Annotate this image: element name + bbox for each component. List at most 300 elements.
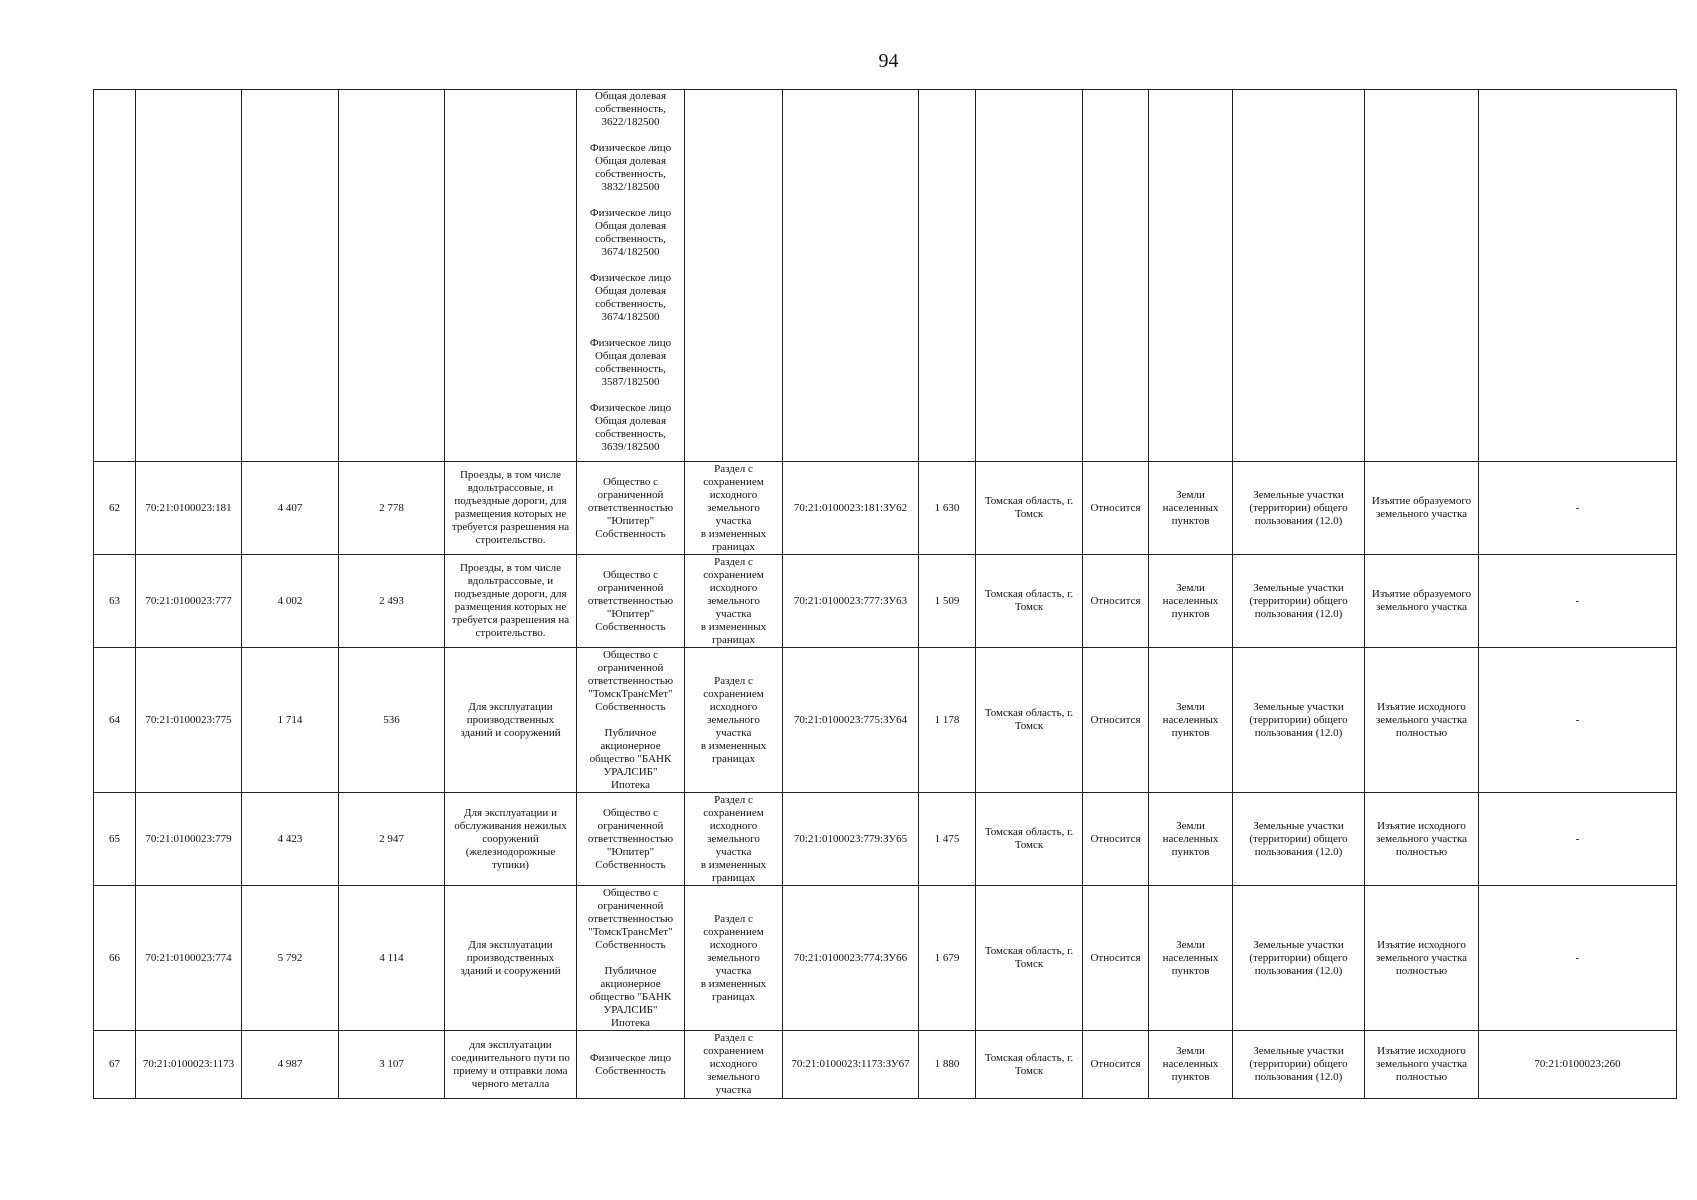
cell-land-category bbox=[1149, 793, 1233, 886]
cell-empty bbox=[1479, 90, 1677, 462]
cell-empty bbox=[136, 90, 242, 462]
cell-address bbox=[976, 555, 1083, 648]
cell-line: Томск bbox=[1014, 839, 1044, 851]
cell-line: Земли bbox=[1176, 700, 1205, 713]
table-row-continuation bbox=[94, 90, 1677, 462]
cell-line: Изъятие образуемого bbox=[1371, 495, 1472, 507]
cell-line: Проезды, в том числе bbox=[459, 469, 561, 481]
cell-note: - bbox=[1479, 648, 1677, 793]
cell-line: пользования (12.0) bbox=[1254, 726, 1343, 739]
owner-line: Общество с bbox=[602, 475, 659, 488]
owner-line: 3587/182500 bbox=[601, 376, 660, 388]
cell-line: (территории) общего bbox=[1249, 1058, 1348, 1070]
cell-line: зданий и сооружений bbox=[460, 726, 561, 739]
cell-action bbox=[1365, 1031, 1479, 1099]
cell-line: требуется разрешения на bbox=[451, 614, 570, 626]
owner-line: Общая долевая bbox=[594, 90, 667, 102]
cell-line: пунктов bbox=[1171, 726, 1210, 739]
cell-permitted-use bbox=[445, 1031, 577, 1099]
cell-line: населенных bbox=[1162, 1058, 1219, 1070]
cell-line: сохранением bbox=[703, 568, 764, 581]
cell-line: земельного участка bbox=[1375, 951, 1468, 964]
owner-line: Физическое лицо bbox=[589, 337, 672, 349]
cell-line: Земельные участки bbox=[1253, 488, 1344, 501]
owner-line: "ТомскТрансМет" bbox=[588, 925, 673, 938]
owner-block bbox=[579, 807, 682, 872]
cell-relation: Относится bbox=[1083, 555, 1149, 648]
cell-line: соединительного пути по bbox=[451, 1051, 570, 1064]
cell-formation-method bbox=[685, 648, 783, 793]
owner-line: "ТомскТрансМет" bbox=[588, 687, 673, 700]
owner-block bbox=[579, 337, 682, 389]
cell-cadastral-number: 70:21:0100023:777 bbox=[136, 555, 242, 648]
cell-line: строительство. bbox=[475, 627, 546, 639]
cell-line: пользования (12.0) bbox=[1254, 964, 1343, 977]
cell-empty bbox=[685, 90, 783, 462]
owner-line: 3622/182500 bbox=[601, 116, 660, 128]
cell-line: полностью bbox=[1395, 964, 1448, 977]
owner-line: Ипотека bbox=[611, 778, 650, 791]
cell-line: земельного bbox=[707, 713, 760, 726]
cell-line: подъездные дороги, для bbox=[454, 588, 567, 600]
cell-action bbox=[1365, 886, 1479, 1031]
cell-line: исходного bbox=[709, 1058, 758, 1070]
owner-block bbox=[579, 272, 682, 324]
cell-line: земельного bbox=[707, 951, 760, 964]
owner-line: собственность, bbox=[595, 103, 666, 115]
cell-number: 65 bbox=[94, 793, 136, 886]
owner-line: 3674/182500 bbox=[601, 311, 660, 323]
cell-formation-method bbox=[685, 555, 783, 648]
owner-line: общество "БАНК bbox=[589, 990, 672, 1003]
table-body bbox=[94, 90, 1677, 1099]
cell-formation-method bbox=[685, 462, 783, 555]
cell-line: Земельные участки bbox=[1253, 938, 1344, 951]
cell-line: границах bbox=[712, 633, 755, 646]
owner-line: УРАЛСИБ" bbox=[603, 765, 658, 778]
cell-empty bbox=[242, 90, 339, 462]
cell-line: земельного участка bbox=[1375, 601, 1468, 613]
cell-new-cadastral-number: 70:21:0100023:779:ЗУ65 bbox=[783, 793, 919, 886]
cell-new-cadastral-number: 70:21:0100023:1173:ЗУ67 bbox=[783, 1031, 919, 1099]
cell-address bbox=[976, 793, 1083, 886]
cell-empty bbox=[976, 90, 1083, 462]
cell-line: Изъятие исходного bbox=[1377, 1045, 1466, 1057]
owner-block bbox=[579, 569, 682, 634]
cell-line: населенных bbox=[1162, 594, 1219, 607]
owner-line: Собственность bbox=[595, 1064, 666, 1077]
cell-new-permitted-use bbox=[1233, 886, 1365, 1031]
cell-line: зданий и сооружений bbox=[460, 964, 561, 977]
cell-relation: Относится bbox=[1083, 648, 1149, 793]
cell-line: сохранением bbox=[703, 1045, 764, 1057]
cell-line: границах bbox=[712, 990, 755, 1003]
cell-formation-method bbox=[685, 886, 783, 1031]
owner-line: ограниченной bbox=[597, 661, 664, 674]
cell-line: пунктов bbox=[1171, 964, 1210, 977]
cell-empty bbox=[1233, 90, 1365, 462]
cell-line: Проезды, в том числе bbox=[459, 562, 561, 574]
cell-line: полностью bbox=[1395, 726, 1448, 739]
cell-area-seized: 2 778 bbox=[339, 462, 445, 555]
cell-land-category bbox=[1149, 462, 1233, 555]
owner-line: Собственность bbox=[595, 858, 666, 871]
owner-line: 3832/182500 bbox=[601, 181, 660, 193]
owner-line: Общая долевая bbox=[594, 350, 667, 362]
cell-address bbox=[976, 462, 1083, 555]
cell-area: 1 714 bbox=[242, 648, 339, 793]
cell-area-seized: 3 107 bbox=[339, 1031, 445, 1099]
cell-area: 4 987 bbox=[242, 1031, 339, 1099]
owner-line: "Юпитер" bbox=[606, 607, 655, 620]
cell-action bbox=[1365, 648, 1479, 793]
cell-line: Томская область, г. bbox=[984, 1051, 1074, 1064]
cell-line: пунктов bbox=[1171, 1071, 1210, 1083]
cell-relation: Относится bbox=[1083, 1031, 1149, 1099]
cell-new-permitted-use bbox=[1233, 648, 1365, 793]
owner-line: Общая долевая bbox=[594, 415, 667, 427]
cell-line: (территории) общего bbox=[1249, 832, 1348, 845]
cell-number: 63 bbox=[94, 555, 136, 648]
cell-line: полностью bbox=[1395, 845, 1448, 858]
cell-area: 4 407 bbox=[242, 462, 339, 555]
cell-line: сохранением bbox=[703, 687, 764, 700]
cell-line: Земельные участки bbox=[1253, 700, 1344, 713]
owner-block bbox=[579, 90, 682, 129]
cell-owners bbox=[577, 648, 685, 793]
cell-line: земельного bbox=[707, 501, 760, 514]
owner-line: акционерное bbox=[600, 977, 661, 990]
owner-line: "Юпитер" bbox=[606, 845, 655, 858]
cell-action bbox=[1365, 793, 1479, 886]
cell-line: в измененных bbox=[700, 739, 767, 752]
cell-line: Томск bbox=[1014, 601, 1044, 613]
cell-line: сохранением bbox=[703, 475, 764, 488]
cell-note: - bbox=[1479, 555, 1677, 648]
cell-line: Томск bbox=[1014, 1064, 1044, 1077]
cell-line: обслуживания нежилых bbox=[454, 819, 567, 832]
cell-line: черного металла bbox=[471, 1077, 550, 1090]
cell-line: сохранением bbox=[703, 925, 764, 938]
cell-line: тупики) bbox=[492, 858, 529, 871]
cell-line: Томская область, г. bbox=[984, 588, 1074, 600]
owner-line: ответственностью bbox=[587, 594, 674, 607]
table-row bbox=[94, 555, 1677, 648]
cell-line: Земли bbox=[1176, 581, 1205, 594]
cell-line: приему и отправки лома bbox=[453, 1064, 568, 1077]
cell-new-permitted-use bbox=[1233, 1031, 1365, 1099]
cell-formation-method bbox=[685, 1031, 783, 1099]
cell-line: пользования (12.0) bbox=[1254, 514, 1343, 527]
table-row bbox=[94, 648, 1677, 793]
cell-note: - bbox=[1479, 793, 1677, 886]
page-number: 94 bbox=[878, 50, 899, 72]
owner-line: 3674/182500 bbox=[601, 246, 660, 258]
cell-line: Земли bbox=[1176, 488, 1205, 501]
cell-note: - bbox=[1479, 886, 1677, 1031]
owner-line: общество "БАНК bbox=[589, 752, 672, 765]
cell-line: границах bbox=[712, 871, 755, 884]
cell-area-seized: 2 493 bbox=[339, 555, 445, 648]
owner-line: Общество с bbox=[602, 648, 659, 661]
cell-new-cadastral-number: 70:21:0100023:775:ЗУ64 bbox=[783, 648, 919, 793]
cell-line: Раздел с bbox=[714, 793, 753, 806]
cell-line: исходного bbox=[709, 819, 758, 832]
cell-owners bbox=[577, 793, 685, 886]
cell-permitted-use bbox=[445, 648, 577, 793]
cell-address bbox=[976, 648, 1083, 793]
cell-line: населенных bbox=[1162, 501, 1219, 514]
cell-empty bbox=[1083, 90, 1149, 462]
cell-area-seized: 4 114 bbox=[339, 886, 445, 1031]
owner-line: Публичное bbox=[604, 964, 657, 977]
owner-line: ограниченной bbox=[597, 899, 664, 912]
cell-new-cadastral-number: 70:21:0100023:777:ЗУ63 bbox=[783, 555, 919, 648]
cell-line: (железнодорожные bbox=[465, 845, 556, 858]
cell-empty bbox=[783, 90, 919, 462]
cell-land-category bbox=[1149, 886, 1233, 1031]
cell-empty bbox=[1149, 90, 1233, 462]
cell-line: (территории) общего bbox=[1249, 501, 1348, 514]
owner-line: 3639/182500 bbox=[601, 441, 660, 453]
cell-line: Раздел с bbox=[714, 555, 753, 568]
cell-line: участка bbox=[715, 607, 752, 620]
table-row bbox=[94, 793, 1677, 886]
cell-area: 4 002 bbox=[242, 555, 339, 648]
owner-line: ограниченной bbox=[597, 819, 664, 832]
cell-land-category bbox=[1149, 555, 1233, 648]
cell-owners bbox=[577, 462, 685, 555]
cell-line: пунктов bbox=[1171, 607, 1210, 620]
cell-permitted-use bbox=[445, 793, 577, 886]
cell-permitted-use bbox=[445, 462, 577, 555]
cell-cadastral-number: 70:21:0100023:1173 bbox=[136, 1031, 242, 1099]
cell-line: производственных bbox=[466, 713, 555, 726]
cell-line: земельного участка bbox=[1375, 832, 1468, 845]
owner-line: Физическое лицо bbox=[589, 402, 672, 414]
cell-land-category bbox=[1149, 1031, 1233, 1099]
owner-line: ограниченной bbox=[597, 488, 664, 501]
cell-line: границах bbox=[712, 752, 755, 765]
table-row bbox=[94, 886, 1677, 1031]
cell-line: пользования (12.0) bbox=[1254, 607, 1343, 620]
cell-line: Раздел с bbox=[714, 462, 753, 475]
cell-area: 5 792 bbox=[242, 886, 339, 1031]
cell-address bbox=[976, 1031, 1083, 1099]
cell-line: (территории) общего bbox=[1249, 951, 1348, 964]
cell-line: земельного bbox=[707, 1071, 760, 1083]
owner-line: акционерное bbox=[600, 739, 661, 752]
cell-line: Изъятие исходного bbox=[1377, 700, 1466, 713]
cell-line: (территории) общего bbox=[1249, 594, 1348, 607]
cell-line: Для эксплуатации и bbox=[464, 806, 557, 819]
owner-line: Публичное bbox=[604, 726, 657, 739]
owner-block bbox=[579, 142, 682, 194]
cell-line: Земли bbox=[1176, 938, 1205, 951]
cell-new-permitted-use bbox=[1233, 793, 1365, 886]
cell-line: в измененных bbox=[700, 620, 767, 633]
cell-relation: Относится bbox=[1083, 886, 1149, 1031]
cell-line: (территории) общего bbox=[1249, 713, 1348, 726]
cell-line: производственных bbox=[466, 951, 555, 964]
cell-line: земельного bbox=[707, 594, 760, 607]
owner-line: собственность, bbox=[595, 428, 666, 440]
owner-block bbox=[579, 402, 682, 454]
cell-line: сооружений bbox=[482, 832, 539, 845]
owner-line: Ипотека bbox=[611, 1016, 650, 1029]
owner-line: ответственностью bbox=[587, 501, 674, 514]
cell-line: Земли bbox=[1176, 819, 1205, 832]
cell-line: для эксплуатации bbox=[469, 1038, 552, 1051]
cell-line: земельного участка bbox=[1375, 508, 1468, 520]
cell-cadastral-number: 70:21:0100023:181 bbox=[136, 462, 242, 555]
cell-permitted-use bbox=[445, 886, 577, 1031]
owner-line: Физическое лицо bbox=[589, 207, 672, 219]
owner-line: Собственность bbox=[595, 527, 666, 540]
cell-line: в измененных bbox=[700, 527, 767, 540]
cell-line: Земельные участки bbox=[1253, 581, 1344, 594]
owner-line: Общая долевая bbox=[594, 155, 667, 167]
cell-line: Томская область, г. bbox=[984, 495, 1074, 507]
owner-line: "Юпитер" bbox=[606, 514, 655, 527]
owner-block bbox=[579, 649, 682, 714]
cell-line: Земельные участки bbox=[1253, 819, 1344, 832]
owner-line: ограниченной bbox=[597, 581, 664, 594]
cell-number: 66 bbox=[94, 886, 136, 1031]
land-parcels-table bbox=[93, 89, 1677, 1099]
owner-line: ответственностью bbox=[587, 912, 674, 925]
cell-line: в измененных bbox=[700, 858, 767, 871]
cell-line: вдольтрассовые, и bbox=[467, 575, 554, 587]
cell-line: Томск bbox=[1014, 720, 1044, 732]
cell-empty bbox=[1365, 90, 1479, 462]
cell-note: - bbox=[1479, 462, 1677, 555]
cell-line: земельного участка bbox=[1375, 713, 1468, 726]
cell-line: Томская область, г. bbox=[984, 707, 1074, 719]
cell-new-area: 1 630 bbox=[919, 462, 976, 555]
cell-line: размещения которых не bbox=[454, 601, 567, 613]
cell-empty bbox=[445, 90, 577, 462]
cell-line: участка bbox=[715, 964, 752, 977]
cell-line: земельного bbox=[707, 832, 760, 845]
cell-line: Томск bbox=[1014, 958, 1044, 970]
cell-formation-method bbox=[685, 793, 783, 886]
owner-block bbox=[579, 965, 682, 1030]
owner-block bbox=[579, 887, 682, 952]
owner-line: Общество с bbox=[602, 568, 659, 581]
cell-line: исходного bbox=[709, 581, 758, 594]
cell-line: участка bbox=[715, 1084, 752, 1096]
cell-new-area: 1 679 bbox=[919, 886, 976, 1031]
cell-line: требуется разрешения на bbox=[451, 521, 570, 533]
owner-line: Общество с bbox=[602, 806, 659, 819]
cell-action bbox=[1365, 555, 1479, 648]
owner-line: Собственность bbox=[595, 620, 666, 633]
cell-line: границах bbox=[712, 540, 755, 553]
cell-empty bbox=[919, 90, 976, 462]
cell-line: пунктов bbox=[1171, 514, 1210, 527]
cell-line: Изъятие исходного bbox=[1377, 819, 1466, 832]
owner-line: Физическое лицо bbox=[589, 272, 672, 284]
cell-address bbox=[976, 886, 1083, 1031]
cell-note: 70:21:0100023:260 bbox=[1479, 1031, 1677, 1099]
cell-new-area: 1 178 bbox=[919, 648, 976, 793]
cell-line: Земельные участки bbox=[1253, 1045, 1344, 1057]
table-row bbox=[94, 462, 1677, 555]
cell-new-area: 1 475 bbox=[919, 793, 976, 886]
cell-owners bbox=[577, 1031, 685, 1099]
cell-new-cadastral-number: 70:21:0100023:774:ЗУ66 bbox=[783, 886, 919, 1031]
owner-block bbox=[579, 207, 682, 259]
cell-line: Для эксплуатации bbox=[468, 700, 553, 713]
cell-action bbox=[1365, 462, 1479, 555]
cell-line: Для эксплуатации bbox=[468, 938, 553, 951]
owner-line: Собственность bbox=[595, 700, 666, 713]
cell-line: Изъятие исходного bbox=[1377, 938, 1466, 951]
cell-owners bbox=[577, 555, 685, 648]
cell-line: Изъятие образуемого bbox=[1371, 588, 1472, 600]
cell-number: 64 bbox=[94, 648, 136, 793]
owner-block bbox=[579, 1052, 682, 1078]
cell-area-seized: 536 bbox=[339, 648, 445, 793]
cell-line: Раздел с bbox=[714, 674, 753, 687]
cell-line: пользования (12.0) bbox=[1254, 1071, 1343, 1083]
cell-permitted-use bbox=[445, 555, 577, 648]
cell-new-permitted-use bbox=[1233, 462, 1365, 555]
cell-line: подъездные дороги, для bbox=[454, 495, 567, 507]
cell-line: исходного bbox=[709, 700, 758, 713]
cell-line: населенных bbox=[1162, 713, 1219, 726]
cell-line: участка bbox=[715, 726, 752, 739]
cell-owners bbox=[577, 886, 685, 1031]
cell-new-permitted-use bbox=[1233, 555, 1365, 648]
owner-line: собственность, bbox=[595, 233, 666, 245]
table-row bbox=[94, 1031, 1677, 1099]
owner-line: ответственностью bbox=[587, 832, 674, 845]
cell-line: вдольтрассовые, и bbox=[467, 482, 554, 494]
cell-line: участка bbox=[715, 845, 752, 858]
cell-empty bbox=[94, 90, 136, 462]
cell-cadastral-number: 70:21:0100023:774 bbox=[136, 886, 242, 1031]
cell-area-seized: 2 947 bbox=[339, 793, 445, 886]
cell-line: Земли bbox=[1176, 1045, 1205, 1057]
owner-line: собственность, bbox=[595, 298, 666, 310]
cell-line: Томская область, г. bbox=[984, 945, 1074, 957]
cell-line: населенных bbox=[1162, 951, 1219, 964]
owner-line: Общая долевая bbox=[594, 220, 667, 232]
cell-new-area: 1 880 bbox=[919, 1031, 976, 1099]
cell-line: размещения которых не bbox=[454, 508, 567, 520]
cell-land-category bbox=[1149, 648, 1233, 793]
cell-new-area: 1 509 bbox=[919, 555, 976, 648]
owner-line: УРАЛСИБ" bbox=[603, 1003, 658, 1016]
cell-line: населенных bbox=[1162, 832, 1219, 845]
cell-empty bbox=[339, 90, 445, 462]
cell-number: 62 bbox=[94, 462, 136, 555]
cell-number: 67 bbox=[94, 1031, 136, 1099]
cell-cadastral-number: 70:21:0100023:775 bbox=[136, 648, 242, 793]
owner-line: Общая долевая bbox=[594, 285, 667, 297]
cell-line: пользования (12.0) bbox=[1254, 845, 1343, 858]
cell-line: Раздел с bbox=[714, 912, 753, 925]
cell-line: исходного bbox=[709, 938, 758, 951]
cell-line: в измененных bbox=[700, 977, 767, 990]
cell-line: земельного участка bbox=[1375, 1058, 1468, 1070]
owner-line: Физическое лицо bbox=[589, 142, 672, 154]
cell-owners bbox=[577, 90, 685, 462]
cell-new-cadastral-number: 70:21:0100023:181:ЗУ62 bbox=[783, 462, 919, 555]
cell-cadastral-number: 70:21:0100023:779 bbox=[136, 793, 242, 886]
